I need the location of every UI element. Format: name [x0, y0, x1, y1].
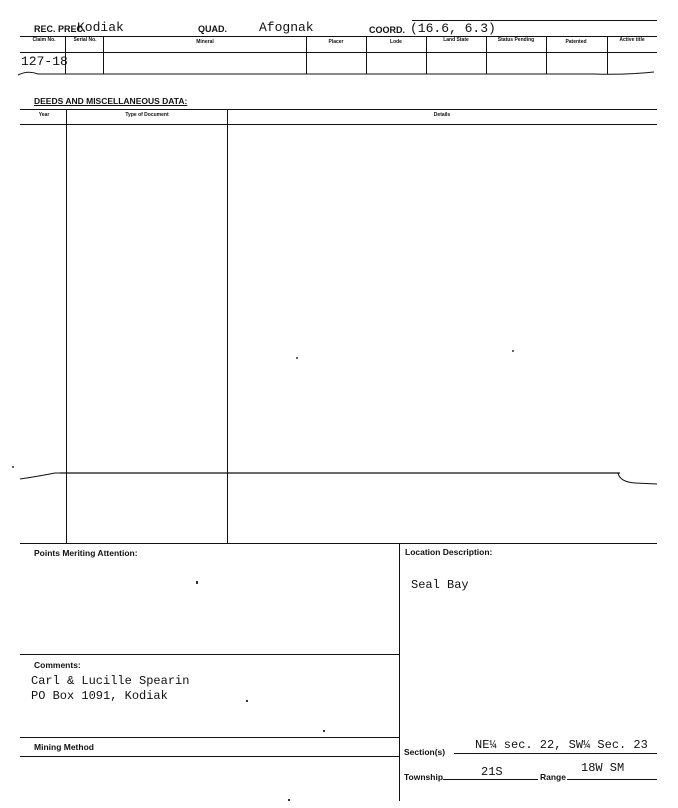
comments-bottom-rule — [20, 737, 399, 738]
location-description-label: Location Description: — [405, 547, 493, 557]
col-mineral: Mineral — [196, 39, 214, 45]
range-value: 18W SM — [581, 761, 625, 775]
deeds-header-rule — [20, 124, 657, 125]
deeds-bottom-rule — [20, 543, 657, 544]
township-underline — [443, 779, 538, 780]
township-label: Township — [404, 772, 444, 782]
deeds-section-title: DEEDS AND MISCELLANEOUS DATA: — [34, 96, 188, 106]
scan-speck — [296, 357, 298, 359]
col-land-state: Land State — [443, 37, 469, 43]
col-patented: Patented — [565, 39, 587, 45]
coord-label: COORD. — [369, 25, 405, 35]
quad-value: Afognak — [259, 20, 314, 35]
mining-method-rule — [20, 756, 399, 757]
quad-label: QUAD. — [198, 24, 227, 34]
col-placer: Placer — [328, 39, 344, 45]
scan-speck — [196, 581, 198, 584]
range-label: Range — [540, 772, 566, 782]
rec-prec-value: Kodiak — [77, 20, 124, 35]
scan-speck — [323, 730, 325, 732]
township-value: 21S — [481, 765, 503, 779]
deeds-col-details: Details — [433, 112, 451, 118]
col-lode: Lode — [390, 39, 402, 45]
header-bottom-rule — [20, 36, 657, 37]
scan-speck — [12, 466, 14, 468]
claims-row-underline — [14, 68, 664, 80]
rec-prec-label: REC. PREC. — [34, 24, 86, 34]
col-active-title: Active title — [619, 37, 645, 43]
points-bottom-rule — [20, 654, 399, 655]
coord-value: (16.6, 6.3) — [410, 21, 496, 36]
section-value: NE¼ sec. 22, SW¼ Sec. 23 — [475, 738, 648, 752]
comments-line-2: PO Box 1091, Kodiak — [31, 689, 168, 703]
col-claim-no: Claim No. — [32, 37, 56, 43]
points-meriting-attention-label: Points Meriting Attention: — [34, 548, 138, 558]
claim-no-value: 127-18 — [21, 54, 68, 69]
scan-speck — [288, 799, 290, 801]
scan-speck — [512, 350, 514, 352]
deeds-top-rule — [20, 109, 657, 110]
deeds-fold-line — [0, 462, 678, 492]
section-underline — [454, 753, 657, 754]
scan-speck — [246, 700, 248, 702]
lower-center-divider — [399, 543, 400, 801]
range-underline — [567, 779, 657, 780]
comments-label: Comments: — [34, 660, 81, 670]
claims-header-rule — [20, 52, 657, 53]
mining-method-label: Mining Method — [34, 742, 94, 752]
deeds-col-type: Type of Document — [125, 112, 169, 118]
header-top-rule — [412, 20, 657, 21]
deeds-col-year: Year — [38, 112, 50, 118]
section-label: Section(s) — [404, 747, 446, 757]
location-description-text: Seal Bay — [411, 578, 469, 592]
col-status-pending: Status Pending — [497, 37, 535, 43]
comments-line-1: Carl & Lucille Spearin — [31, 674, 190, 688]
col-serial-no: Serial No. — [73, 37, 97, 43]
